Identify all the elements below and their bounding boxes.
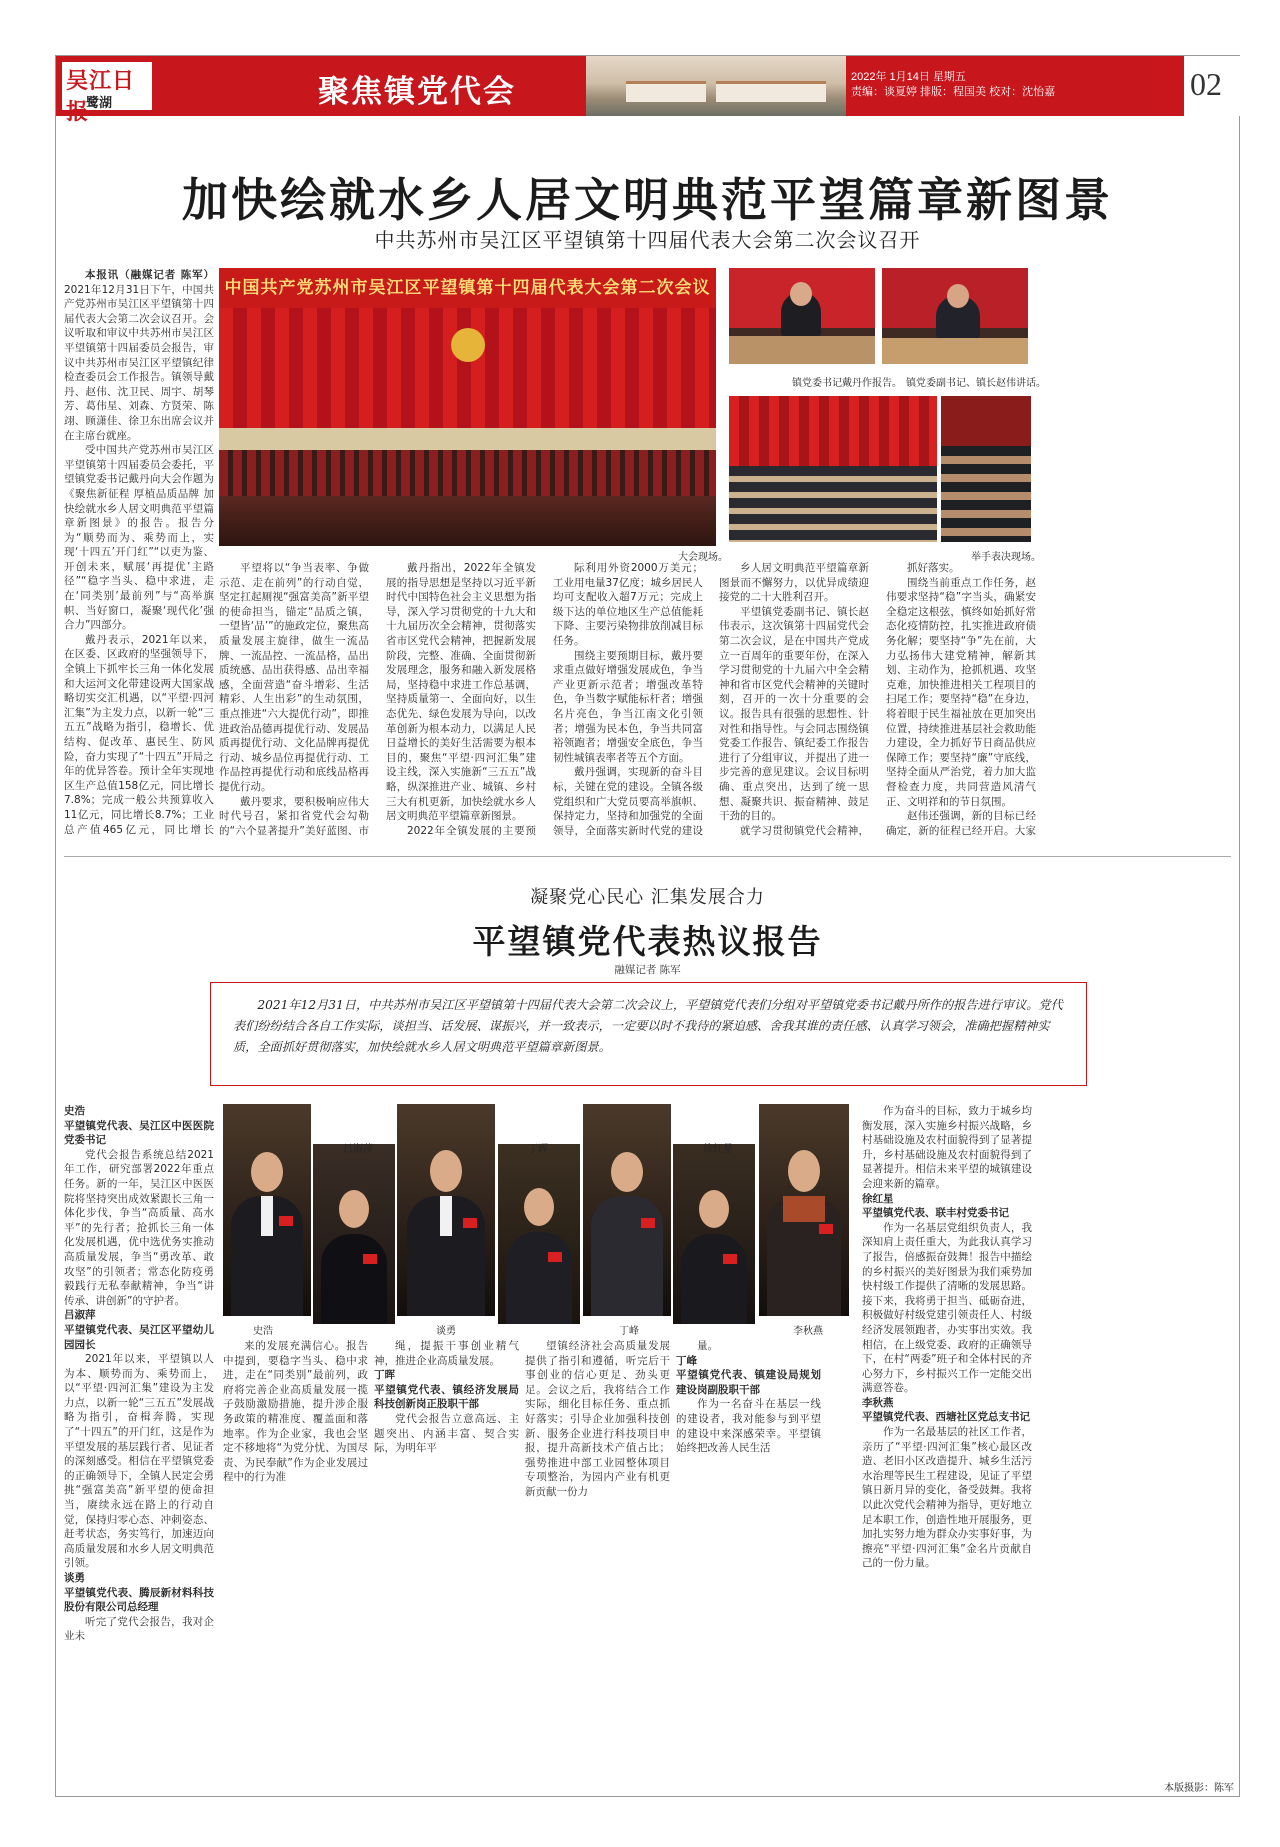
paragraph: 谈勇 [64,1572,85,1584]
paragraph: 戴丹表示，2021年以来，在区委、区政府的坚强领导下，全镇上下抓牢长三角一体化发展和大运河文化带建设两大国家战略切实交汇机遇，以“平望·四河汇集”为主发力点，以新一轮“三五五”战略为指引，稳增长、优结构、促改革、惠民生、防风险，奋力实现了“十四五”开局之年的优异答卷。预计全年实现地区生产总值158亿元，同比增长7.8%；完成一般公共预算收入11亿元，同比增长8.7%；工业总产值465亿元，同比增长 [64,633,214,836]
paragraph: 丁晖 [374,1369,395,1382]
paragraph: 平望镇党委副书记、镇长赵伟表示，这次镇第十四届党代会第二次会议，是在中国共产党成立一百周年的重要年份，在深入学习贯彻党的十九届六中全会精神和省市区党代会精神的关键时刻，召开的一次十分重要的会议。报告具有很强的思想性、针对性和指导性。与会同志围绕镇党委工作报告、镇纪委工作报告进行了分组审议，并提出了进一步完善的意见建议。会议目标明确、重点突出，达到了统一思想、凝聚共识、振奋精神、鼓足干劲的目的。 [719,605,869,823]
paragraph: 史浩 [64,1105,85,1117]
article-col-6 [886,561,1036,838]
article-col-5 [719,561,869,838]
paragraph: 李秋燕 [862,1396,894,1409]
masthead-edition: 鹭湖 [86,96,113,111]
photo-credit: 本版摄影：陈军 [1164,1783,1234,1794]
paragraph: 平望镇党代表、联丰村党委书记 [862,1207,1009,1220]
paragraph: 围绕主要预期目标，戴丹要求重点做好增强发展成色，争当产业更新示范者；增强改革特色，争当数字赋能标杆者；增强名片亮色，争当江南文化引领者；增强为民本色，争当共同富裕领跑者；增强安全底色，争当韧性城镇表率者等五个方面。 [553,649,703,764]
paragraph: 平望镇党代表、镇建设局规划建设岗副股职干部 [676,1369,821,1396]
reps-bottom-col-3 [525,1339,670,1776]
article-col-4 [553,561,703,838]
section-title: 聚焦镇党代会 [318,74,516,110]
paragraph: 平望镇党代表、吴江区平望幼儿园园长 [64,1323,214,1351]
header-meta [851,70,1055,100]
paragraph: 作为奋斗的目标，致力于城乡均衡发展，深入实施乡村振兴战略，乡村基础设施及农村面貌得到了显著提升，乡村基础设施及农村面貌得到了显著提升。相信未来平望的城镇建设会迎来新的篇章。 [862,1105,1032,1190]
speaker-photo-daidan [729,268,875,364]
paragraph: 本报讯（融媒记者 陈军）2021年12月31日下午，中国共产党苏州市吴江区平望镇第十四届代表大会第二次会议召开。会议听取和审议中共苏州市吴江区平望镇第十四届委员会报告，审议中共苏州市吴江区平望镇纪律检查委员会工作报告。镇领导戴丹、赵伟、沈卫民、周宇、胡琴芳、葛伟星、刘森、方贤荣、陈翊、顾潇佳、徐卫东出席会议并在主席台就座。 [64,269,214,442]
story2-summary: 2021年12月31日，中共苏州市吴江区平望镇第十四届代表大会第二次会议上，平望镇党代表们分组对平望镇党委书记戴丹所作的报告进行审议。党代表们纷纷结合各自工作实际，谈担当、话发展、谋振兴，并一致表示，一定要以时不我待的紧迫感、舍我其谁的责任感、认真学习领会，准确把握精神实质，全面抓好贯彻落实，加快绘就水乡人居文明典范平望篇章新图景。 [210,982,1087,1086]
main-conference-photo [219,268,716,546]
paragraph: 丁峰 [676,1354,697,1367]
portrait-dingfeng [583,1104,671,1316]
story2-title: 平望镇党代表热议报告 [472,922,823,961]
paragraph: 吕淑萍 [64,1309,96,1322]
conference-banner-text: 中国共产党苏州市吴江区平望镇第十四届代表大会第二次会议 [219,268,716,308]
speaker-photo-zhaowei [882,268,1028,364]
paragraph: 党代会报告立意高远、主题突出、内涵丰富、契合实际，为明年平 [374,1412,519,1455]
portrait-lvshuping [313,1144,395,1324]
paragraph: 听完了党代会报告，我对企业未 [64,1615,214,1643]
paragraph: 乡人居文明典范平望篇章新图景而不懈努力，以优异成绩迎接党的二十大胜利召开。 [719,562,869,604]
article-col-3 [386,561,536,838]
hall-photo [729,396,937,542]
portrait-shihao [223,1104,311,1316]
portrait-name-dinghui: 丁晖 [528,1144,548,1155]
portrait-name-xuhongxing: 徐红星 [703,1144,733,1155]
paragraph: 平望镇党代表、镇经济发展局科技创新岗正股职干部 [374,1383,519,1411]
section-divider [64,856,1231,857]
portrait-xuhongxing [673,1144,755,1324]
masthead-paper-name: 吴江日报 [66,68,136,125]
page-header [56,56,1239,125]
vote-photo-caption: 举手表决现场。 [971,552,1041,563]
paragraph: 戴丹要求，要积极响应伟大时代号召，紧扣省党代会勾勒的“六个显著提升”美好蓝图、市 [219,795,369,837]
reps-bottom-col-2 [374,1339,519,1776]
speaker-photo-caption-1: 镇党委书记戴丹作报告。 [792,378,902,389]
paragraph: 作为一名奋斗在基层一线的建设者，我对能参与到平望的建设中来深感荣幸。平望镇始终把改善人民生活 [676,1398,821,1455]
paragraph: 戴丹强调，实现新的奋斗目标，关键在党的建设。全镇各级党组织和广大党员要高举旗帜、保持定力，坚持和加强党的全面领导，全面落实新时代党的建设 [553,766,703,837]
headline: 加快绘就水乡人居文明典范平望篇章新图景 [182,173,1113,227]
vote-photo [941,396,1031,542]
masthead-logo [62,62,152,125]
paragraph: 2021年以来，平望镇以人为本、顺势而为、乘势而上，以“平望·四河汇集”建设为主发力点，以新一轮“三五五”发展战略为指引，奋楫奔腾，实现了“十四五”的开门红，这是作为平望发展的基层践行者、见证者的深刻感受。相信在平望镇党委的正确领导下，全镇人民定会勇挑“强富美高”新平望的使命担当，赓续永远在路上的行动自觉，保持归零心态、冲刺姿态、赶考状态，务实笃行，加速迈向高质量发展和水乡人居文明典范引领。 [64,1353,214,1570]
portrait-tanyong [397,1104,495,1316]
story2-byline: 融媒记者 陈军 [614,964,681,976]
paragraph: 围绕当前重点工作任务，赵伟要求坚持“稳”字当头，确紧安全稳定这根弦，慎终如始抓好常态化疫情防控，扎实推进政府债务化解；要坚持“争”先在前，大力弘扬伟大建党精神，解新其划、主动作为，抢抓机遇、攻坚克难，加快推进相关工程项目的扫尾工作；要坚持“稳”在身边，将着眼于民生福祉放在更加突出位置，持续推进基层社会救助能力建设，全力抓好节日商品供应保障工作；要坚持“廉”守底线，坚持全面从严治党，着力加大监督检查力度，共同营造风清气正、文明祥和的节日氛围。 [886,576,1036,808]
portrait-liqiuyan [759,1104,849,1316]
page-number: 02 [1190,66,1222,102]
paragraph: 平望镇党代表、腾辰新材料科技股份有限公司总经理 [64,1586,214,1614]
story2-kicker: 凝聚党心民心 汇集发展合力 [530,887,765,908]
paragraph: 量。 [697,1340,718,1352]
paragraph: 抓好落实。 [907,562,960,574]
paragraph: 受中国共产党苏州市吴江区平望镇第十四届委员会委托，平望镇党委书记戴丹向大会作题为《聚焦新征程 厚植品质品牌 加快绘就水乡人居文明典范平望篇章新图景》的报告。报告分为“顺势而为、乘势而上，实现‘十四五’开门红”“以吏为鉴、开创未来，赋展‘再提优’主路径”“稳字当头、稳中求进，走在‘同类别’最前列”与“高举旗帜、当好窗口，凝聚‘现代化’强合力”四部分。 [64,444,214,632]
reps-right-column [862,1104,1032,1776]
editor-credits: 责编：谈夏婷 排版：程国美 校对：沈怡嘉 [851,86,1056,98]
article-col-2 [219,561,369,838]
paragraph: 作为一名最基层的社区工作者，亲历了“平望·四河汇集”核心最区改造、老旧小区改造提升、城乡生活污水治理等民生工程建设，见证了平望镇日新月异的变化，备受鼓舞。我将以此次党代会精神为指导，更好地立足本职工作，创造性地开展服务，更加扎实努力地为群众办实事好事，为擦亮“平望·四河汇集”金名片贡献自己的一份力量。 [862,1426,1032,1570]
paragraph: 平望镇党代表、吴江区中医医院党委书记 [64,1119,214,1147]
header-banner-photo [586,56,846,116]
paragraph: 际利用外资2000万美元；工业用电量37亿度；城乡居民人均可支配收入超7万元；完成上级下达的单位地区生产总值能耗下降、主要污染物排放削减目标任务。 [553,562,703,647]
speaker-photo-caption-2: 镇党委副书记、镇长赵伟讲话。 [906,378,1046,389]
paragraph: 望镇经济社会高质量发展提供了指引和遵循，听完后干事创业的信心更足、劲头更足。会议之后，我将结合工作实际，细化目标任务、重点抓好落实；引导企业加强科技创新、服务企业进行科技项目申报，提升高新技术产值占比；强势推进中部工业园整体项目专项整治，为园内产业有机更新贡献一份力 [525,1340,670,1498]
subheadline: 中共苏州市吴江区平望镇第十四届代表大会第二次会议召开 [374,228,921,252]
paragraph: 作为一名基层党组织负责人，我深知肩上责任重大，为此我认真学习了报告，倍感振奋鼓舞！报告中描绘的乡村振兴的美好图景为我们乘势加快村级工作提供了清晰的发展思路。接下来，我将勇于担当、砥砺奋进，积极做好村级党建引领责任人、村级经济发展领跑者，办实事出实效。我相信，在上级党委、政府的正确领导下，在村“两委”班子和全体村民的齐心努力下，乡村振兴工作一定能交出满意答卷。 [862,1221,1032,1395]
paragraph: 来的发展充满信心。报告中提到，要稳字当头、稳中求进，走在“同类别”最前列，政府将完善企业高质量发展一揽子鼓励激励措施，提升涉企服务政策的精准度、覆盖面和落地率。作为企业家，我也会坚定不移地将“为党分忧、为国尽责、为民奉献”作为企业发展过程中的行为准 [223,1340,368,1484]
reps-bottom-col-4 [676,1339,821,1776]
reps-bottom-col-1 [223,1339,368,1776]
portrait-name-liqiuyan: 李秋燕 [793,1326,823,1337]
paragraph: 就学习贯彻镇党代会精神， [740,824,869,837]
main-photo-caption: 大会现场。 [678,552,728,563]
issue-date: 2022年 1月14日 星期五 [851,71,966,83]
portrait-name-dingfeng: 丁峰 [619,1326,639,1337]
portrait-dinghui [498,1144,580,1324]
newspaper-page [55,55,1240,1797]
portrait-name-tanyong: 谈勇 [436,1326,456,1337]
article-col-1 [64,268,214,838]
portrait-name-shihao: 史浩 [253,1326,273,1337]
paragraph: 赵伟还强调，新的目标已经确定，新的征程已经开启。大家 [886,810,1036,837]
paragraph: 平望镇党代表、西塘社区党总支书记 [862,1411,1030,1424]
paragraph: 徐红星 [862,1192,894,1205]
paragraph: 党代会报告系统总结2021年工作，研究部署2022年重点任务。新的一年，吴江区中医医院将坚持突出成效紧跟长三角一体化步伐，争当“高质量、高水平”的先行者；抢抓长三角一体化发展机遇，优中选优务实推动高质量发展，争当“勇改革、敢攻坚”的引领者；常态化防疫勇毅践行无私奉献精神，争当“讲传承、讲创新”的守护者。 [64,1148,214,1307]
paragraph: 2022年全镇发展的主要预 [407,824,536,837]
reps-left-column [64,1104,214,1776]
paragraph: 绳，提振干事创业精气神，推进企业高质量发展。 [374,1340,519,1367]
paragraph: 平望将以“争当表率、争做示范、走在前列”的行动自觉，坚定扛起厕视“强富美高”新平望的使命担当，锚定“品质之镇，一望皆‘品’”的施政定位，聚焦高质量发展主旋律，做生一流品牌、一流品控、一流品格，品出质统感、品出获得感、品出幸福感，全面营造“奋斗增彩、生活精彩、人生出彩”的生动氛围，重点推进“六大提优行动”，即推进政治品德再提优行动、发展品质再提优行动、文化品牌再提优行动、城乡品位再提优行动、工作品控再提优行动和底线品格再提优行动。 [219,562,369,793]
party-emblem [451,328,485,362]
page-number-box [1181,56,1242,116]
portrait-name-lvshuping: 吕淑萍 [343,1144,373,1155]
paragraph: 戴丹指出，2022年全镇发展的指导思想是坚持以习近平新时代中国特色社会主义思想为指导，深入学习贯彻党的十九大和十九届历次全会精神，贯彻落实省市区党代会精神，把握新发展阶段，完整、准确、全面贯彻新发展理念，服务和融入新发展格局，坚持稳中求进工作总基调，坚持质量第一、全面向好，以生态优先、绿色发展为导向，以改革创新为根本动力，以满足人民日益增长的美好生活需要为根本目的，聚焦“平望·四河汇集”建设主线，深入实施新“三五五”战略，纵深推进产业、城镇、乡村三大有机更新，加快绘就水乡人居文明典范平望篇章新图景。 [386,562,536,823]
